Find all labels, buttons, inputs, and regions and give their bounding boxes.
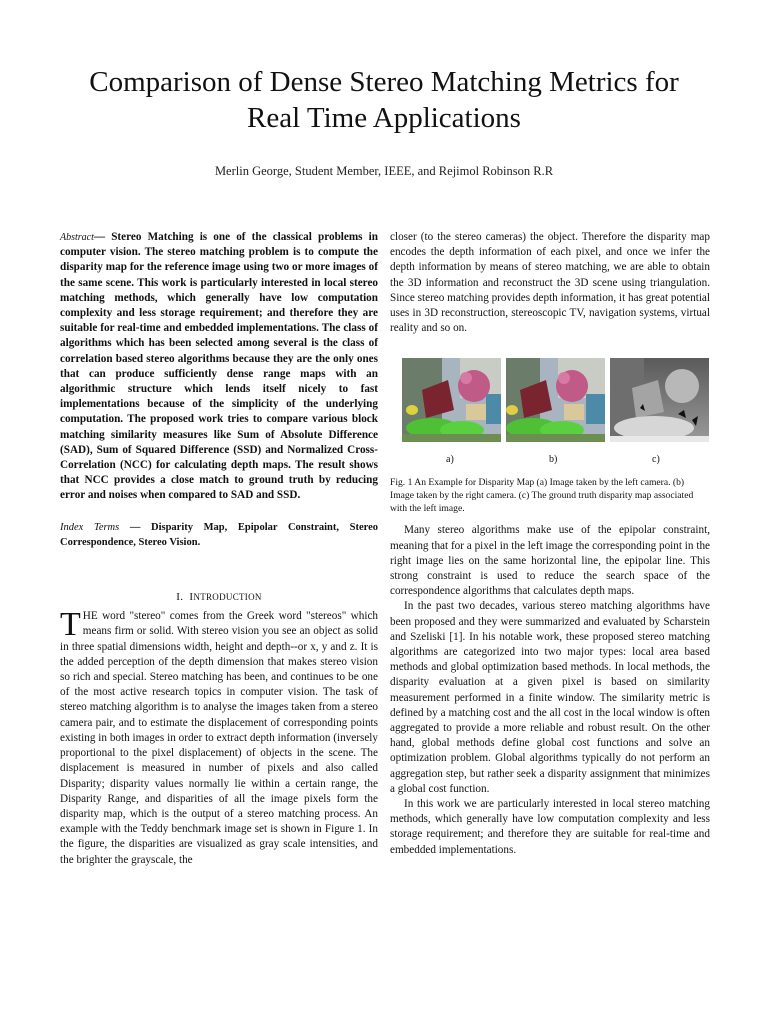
abstract-dash: — bbox=[93, 231, 106, 243]
author-line: Merlin George, Student Member, IEEE, and Rejimol Robinson R.R bbox=[214, 164, 554, 178]
label-a: a) bbox=[446, 454, 454, 466]
index-terms-label: Index Terms bbox=[60, 521, 120, 533]
paper-title: Comparison of Dense Stereo Matching Metrics for Real Time Applications bbox=[89, 66, 679, 134]
left-column bbox=[60, 230, 378, 868]
intro-paragraph: HE word "stereo" comes from the Greek word "stereos" which means firm or solid. With stereo vision you see an object as solid in three spatial dimensions width, height and depth--or x, y and z. It is the added perception of the depth dimension that makes stereo vision so rich and special. Stereo matching has been, and continues to be one of the most active research topics in computer vision. The task of stereo matching algorithm is to analyse the images taken from a stereo camera pair, and to estimate the displacement of corresponding points existing in both images in order to extract depth information (inversely proportional to the pixel displacement) of objects in the scene. The displacement is measured in number of pixels and also called Disparity; disparity values normally lie within a certain range, the Disparity Range, and disparities of all the image pixels form the disparity map, which is the output of a stereo matching process. An example with the Teddy benchmark image set is shown in Figure 1. In the figure, the disparities are visualized as gray scale intensities, and the brighter the grayscale, the bbox=[60, 610, 378, 866]
abstract-text: Stereo Matching is one of the classical problems in computer vision. The stereo matching problem is to compute the disparity map for the reference image using two or more images of the same scene. This work is particularly interested in local stereo matching methods, which generally have low computation complexity and less storage requirement; and therefore they are suitable for real-time and embedded implementations. The class of algorithms which has been selected among several is the class of correlation based stereo algorithms because they are the only ones that can produce sufficiently dense range maps with an algorithmic structure which lends itself nicely to fast implementations because of the simplicity of the underlying computation. The proposed work tries to compare various block matching similarity measures like Sum of Absolute Difference (SAD), Sum of Squared Difference (SSD) and Normalized Cross-Correlation (NCC) for calculating depth maps. The result shows that NCC provides a close match to ground truth by reducing error and noises when compared to SAD and SSD. bbox=[60, 231, 378, 502]
index-terms-dash: — bbox=[119, 521, 151, 533]
figure-1 bbox=[390, 358, 710, 442]
disparity-map-illustration bbox=[610, 358, 709, 442]
abstract bbox=[60, 230, 378, 504]
abstract-label: Abstract bbox=[60, 232, 94, 243]
drop-cap: T bbox=[60, 606, 81, 644]
section-heading-introduction bbox=[60, 590, 378, 605]
index-terms bbox=[60, 520, 378, 550]
right-column bbox=[390, 230, 710, 858]
ground-truth-disparity-map bbox=[610, 358, 709, 442]
label-b: b) bbox=[549, 454, 558, 466]
section-title-first-letter: I bbox=[189, 591, 194, 604]
figure-subpanel-labels bbox=[390, 452, 710, 474]
right-paragraph-4: In this work we are particularly interested in local stereo matching methods, which generally have low computation complexity and less storage requirement; and therefore they are suitable for real-time and embedded implementations. bbox=[390, 798, 710, 856]
section-number: I. bbox=[176, 591, 184, 604]
figure-caption: Fig. 1 An Example for Disparity Map (a) Image taken by the left camera. (b) Image taken by the right camera. (c) The ground truth disparity map associated with the left image. bbox=[390, 477, 694, 515]
section-title-rest: NTRODUCTION bbox=[193, 592, 262, 603]
right-paragraph-2: Many stereo algorithms make use of the epipolar constraint, meaning that for a pixel in the left image the corresponding point in the right image lies on the same horizontal line, the epipolar line. This strong constraint is used to reduce the search space of the correspondence algorithms that calculates depth maps. bbox=[390, 524, 710, 598]
index-terms-text: Disparity Map, Epipolar Constraint, Stereo Correspondence, Stereo Vision. bbox=[60, 521, 379, 548]
introduction-body bbox=[60, 606, 378, 867]
right-paragraph-1: closer (to the stereo cameras) the object. Therefore the disparity map encodes the depth information of each pixel, and once we infer the depth information by means of stereo matching, we are able to obtain the 3D information and reconstruct the 3D scene using triangulation. Since stereo matching provides depth information, it has great potential uses in 3D reconstruction, stereoscopic TV, navigation systems, virtual reality and so on. bbox=[390, 231, 711, 335]
teddy-scene-left-illustration bbox=[402, 358, 501, 442]
teddy-scene-right-illustration bbox=[506, 358, 605, 442]
label-c: c) bbox=[652, 454, 660, 466]
right-paragraph-3: In the past two decades, various stereo matching algorithms have been proposed and they were summarized and evaluated by Scharstein and Szeliski [1]. In his notable work, these proposed stereo matching algorithms are categorized into two major types: local area based methods and global optimization based methods. In local methods, the disparity evaluation at a given pixel is based on similarity measurement performed in a finite window. The similarity metric is defined by a matching cost and the all cost in the local window is often aggregated to provide a more reliable and robust result. On the other hand, global methods define global cost functions and solve an optimization problem. Global algorithms typically do not perform an aggregation step, but rather seek a disparity assignment that minimizes a global cost function. bbox=[390, 600, 710, 795]
right-camera-image bbox=[506, 358, 605, 442]
left-camera-image bbox=[402, 358, 501, 442]
